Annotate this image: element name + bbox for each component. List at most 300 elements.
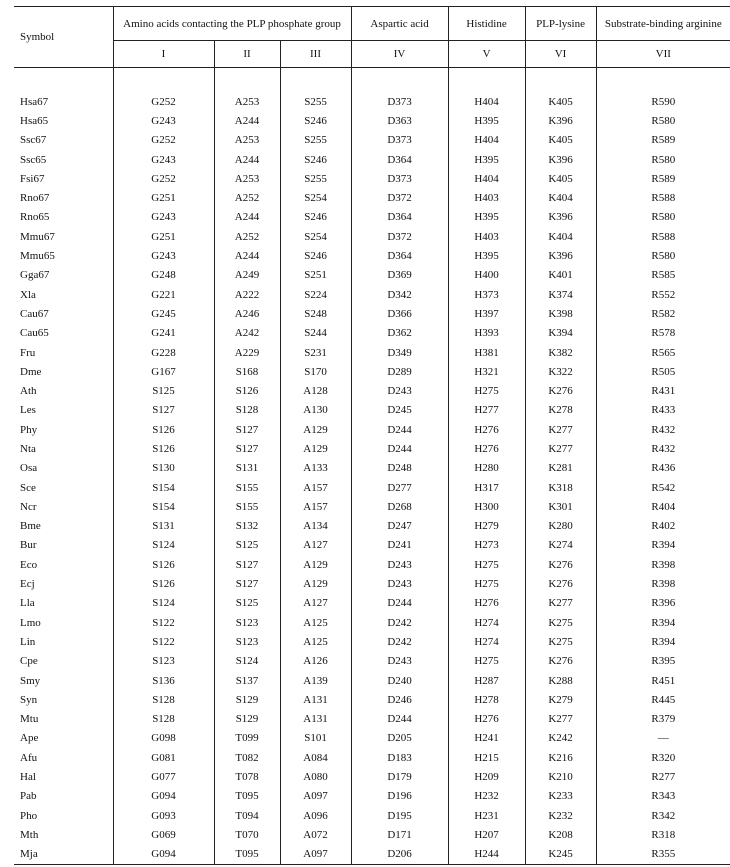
phosphate-res-II: A253 bbox=[214, 131, 280, 150]
symbol-cell: Ncr bbox=[20, 500, 37, 513]
aspartic-cell: D195 bbox=[351, 806, 448, 825]
symbol-cell: Mth bbox=[20, 828, 39, 841]
phosphate-res-II: S155 bbox=[214, 478, 280, 497]
aspartic-cell: D245 bbox=[351, 401, 448, 420]
symbol-cell: Hsa65 bbox=[20, 114, 49, 127]
table-row bbox=[14, 497, 730, 516]
phosphate-res-II: A252 bbox=[214, 227, 280, 246]
lysine-cell: K277 bbox=[525, 439, 596, 458]
aspartic-cell: D179 bbox=[351, 767, 448, 786]
phosphate-res-I: S130 bbox=[113, 459, 214, 478]
aspartic-cell: D242 bbox=[351, 632, 448, 651]
arginine-cell: R588 bbox=[596, 227, 730, 246]
histidine-cell: H275 bbox=[448, 381, 525, 400]
phosphate-res-III: S231 bbox=[280, 343, 351, 362]
phosphate-res-II: A244 bbox=[214, 208, 280, 227]
phosphate-res-III: A134 bbox=[280, 517, 351, 536]
lysine-cell: K382 bbox=[525, 343, 596, 362]
symbol-cell: Lla bbox=[20, 597, 35, 610]
lysine-cell: K396 bbox=[525, 246, 596, 265]
aspartic-cell: D373 bbox=[351, 92, 448, 111]
symbol-cell: Syn bbox=[20, 693, 38, 706]
lysine-cell: K301 bbox=[525, 497, 596, 516]
lysine-cell: K396 bbox=[525, 111, 596, 130]
table-row bbox=[14, 343, 730, 362]
symbol-cell: Ath bbox=[20, 385, 37, 398]
phosphate-res-I: G081 bbox=[113, 748, 214, 767]
phosphate-res-III: A126 bbox=[280, 652, 351, 671]
phosphate-res-III: A084 bbox=[280, 748, 351, 767]
phosphate-res-I: S126 bbox=[113, 555, 214, 574]
symbol-cell: Ssc65 bbox=[20, 153, 47, 166]
phosphate-res-II: T099 bbox=[214, 729, 280, 748]
aspartic-cell: D362 bbox=[351, 324, 448, 343]
arginine-cell: R402 bbox=[596, 517, 730, 536]
phosphate-res-II: A244 bbox=[214, 150, 280, 169]
table-row bbox=[14, 478, 730, 497]
aspartic-cell: D363 bbox=[351, 111, 448, 130]
aspartic-cell: D372 bbox=[351, 188, 448, 207]
phosphate-res-I: S126 bbox=[113, 420, 214, 439]
table-row bbox=[14, 555, 730, 574]
histidine-cell: H400 bbox=[448, 266, 525, 285]
phosphate-res-III: A096 bbox=[280, 806, 351, 825]
phosphate-res-III: A127 bbox=[280, 594, 351, 613]
arginine-cell: R445 bbox=[596, 690, 730, 709]
aspartic-cell: D289 bbox=[351, 362, 448, 381]
phosphate-res-I: G098 bbox=[113, 729, 214, 748]
phosphate-res-I: S127 bbox=[113, 401, 214, 420]
symbol-cell: Sce bbox=[20, 481, 36, 494]
arginine-cell: R565 bbox=[596, 343, 730, 362]
arginine-cell: R432 bbox=[596, 439, 730, 458]
phosphate-res-II: S129 bbox=[214, 710, 280, 729]
header-plp-lysine: PLP-lysine bbox=[525, 7, 596, 41]
histidine-cell: H273 bbox=[448, 536, 525, 555]
phosphate-res-III: S255 bbox=[280, 169, 351, 188]
histidine-cell: H395 bbox=[448, 150, 525, 169]
phosphate-res-I: G228 bbox=[113, 343, 214, 362]
phosphate-res-II: S125 bbox=[214, 536, 280, 555]
aspartic-cell: D349 bbox=[351, 343, 448, 362]
arginine-cell: R396 bbox=[596, 594, 730, 613]
lysine-cell: K404 bbox=[525, 188, 596, 207]
phosphate-res-III: A139 bbox=[280, 671, 351, 690]
lysine-cell: K318 bbox=[525, 478, 596, 497]
table-row bbox=[14, 285, 730, 304]
table-row bbox=[14, 188, 730, 207]
phosphate-res-II: S127 bbox=[214, 420, 280, 439]
histidine-cell: H275 bbox=[448, 574, 525, 593]
aspartic-cell: D366 bbox=[351, 304, 448, 323]
aspartic-cell: D183 bbox=[351, 748, 448, 767]
table-row bbox=[14, 246, 730, 265]
phosphate-res-II: T095 bbox=[214, 787, 280, 806]
lysine-cell: K274 bbox=[525, 536, 596, 555]
histidine-cell: H276 bbox=[448, 420, 525, 439]
header-substrate-arginine: Substrate-binding arginine bbox=[596, 7, 730, 41]
phosphate-res-II: S129 bbox=[214, 690, 280, 709]
phosphate-res-I: G252 bbox=[113, 169, 214, 188]
arginine-cell: R578 bbox=[596, 324, 730, 343]
histidine-cell: H232 bbox=[448, 787, 525, 806]
phosphate-res-I: G094 bbox=[113, 787, 214, 806]
phosphate-res-II: S126 bbox=[214, 381, 280, 400]
symbol-cell: Pab bbox=[20, 790, 37, 803]
table-row bbox=[14, 690, 730, 709]
aspartic-cell: D369 bbox=[351, 266, 448, 285]
phosphate-res-II: S137 bbox=[214, 671, 280, 690]
subheader-VII: VII bbox=[596, 41, 730, 68]
arginine-cell: R318 bbox=[596, 825, 730, 844]
histidine-cell: H276 bbox=[448, 594, 525, 613]
histidine-cell: H403 bbox=[448, 227, 525, 246]
phosphate-res-III: S246 bbox=[280, 150, 351, 169]
table-row bbox=[14, 420, 730, 439]
phosphate-res-II: S123 bbox=[214, 632, 280, 651]
histidine-cell: H381 bbox=[448, 343, 525, 362]
table-row bbox=[14, 806, 730, 825]
phosphate-res-II: T070 bbox=[214, 825, 280, 844]
lysine-cell: K277 bbox=[525, 710, 596, 729]
phosphate-res-II: S168 bbox=[214, 362, 280, 381]
table-row bbox=[14, 459, 730, 478]
aspartic-cell: D364 bbox=[351, 246, 448, 265]
table-row bbox=[14, 304, 730, 323]
lysine-cell: K401 bbox=[525, 266, 596, 285]
table-row bbox=[14, 150, 730, 169]
histidine-cell: H373 bbox=[448, 285, 525, 304]
symbol-cell: Dme bbox=[20, 365, 42, 378]
aspartic-cell: D244 bbox=[351, 710, 448, 729]
table-row bbox=[14, 111, 730, 130]
symbol-cell: Bme bbox=[20, 520, 41, 533]
table-row bbox=[14, 401, 730, 420]
arginine-cell: R542 bbox=[596, 478, 730, 497]
lysine-cell: K232 bbox=[525, 806, 596, 825]
histidine-cell: H287 bbox=[448, 671, 525, 690]
phosphate-res-III: S255 bbox=[280, 131, 351, 150]
phosphate-res-I: S131 bbox=[113, 517, 214, 536]
aspartic-cell: D241 bbox=[351, 536, 448, 555]
arginine-cell: R277 bbox=[596, 767, 730, 786]
lysine-cell: K277 bbox=[525, 420, 596, 439]
phosphate-res-III: S246 bbox=[280, 246, 351, 265]
phosphate-res-I: G243 bbox=[113, 150, 214, 169]
arginine-cell: R580 bbox=[596, 150, 730, 169]
aspartic-cell: D342 bbox=[351, 285, 448, 304]
lysine-cell: K396 bbox=[525, 208, 596, 227]
arginine-cell: R505 bbox=[596, 362, 730, 381]
symbol-cell: Rno65 bbox=[20, 211, 50, 224]
spacer-row bbox=[14, 68, 730, 93]
subheader-I: I bbox=[113, 41, 214, 68]
lysine-cell: K398 bbox=[525, 304, 596, 323]
subheader-V: V bbox=[448, 41, 525, 68]
table-row bbox=[14, 92, 730, 111]
aspartic-cell: D246 bbox=[351, 690, 448, 709]
arginine-cell: — bbox=[596, 729, 730, 748]
lysine-cell: K208 bbox=[525, 825, 596, 844]
histidine-cell: H215 bbox=[448, 748, 525, 767]
lysine-cell: K405 bbox=[525, 169, 596, 188]
lysine-cell: K405 bbox=[525, 131, 596, 150]
phosphate-res-I: G069 bbox=[113, 825, 214, 844]
phosphate-res-II: A246 bbox=[214, 304, 280, 323]
histidine-cell: H207 bbox=[448, 825, 525, 844]
aspartic-cell: D243 bbox=[351, 652, 448, 671]
phosphate-res-I: G248 bbox=[113, 266, 214, 285]
table-row bbox=[14, 671, 730, 690]
table-row bbox=[14, 169, 730, 188]
arginine-cell: R394 bbox=[596, 632, 730, 651]
phosphate-res-I: G245 bbox=[113, 304, 214, 323]
table-row bbox=[14, 845, 730, 865]
lysine-cell: K245 bbox=[525, 845, 596, 865]
phosphate-res-I: G093 bbox=[113, 806, 214, 825]
phosphate-res-I: S122 bbox=[113, 632, 214, 651]
symbol-cell: Mmu67 bbox=[20, 230, 55, 243]
arginine-cell: R394 bbox=[596, 613, 730, 632]
aspartic-cell: D196 bbox=[351, 787, 448, 806]
aspartic-cell: D244 bbox=[351, 420, 448, 439]
symbol-cell: Eco bbox=[20, 558, 38, 571]
phosphate-res-I: G221 bbox=[113, 285, 214, 304]
histidine-cell: H397 bbox=[448, 304, 525, 323]
phosphate-res-III: A129 bbox=[280, 574, 351, 593]
table-row bbox=[14, 536, 730, 555]
table-row bbox=[14, 613, 730, 632]
phosphate-res-II: A242 bbox=[214, 324, 280, 343]
phosphate-res-I: S154 bbox=[113, 497, 214, 516]
lysine-cell: K216 bbox=[525, 748, 596, 767]
arginine-cell: R404 bbox=[596, 497, 730, 516]
table-row bbox=[14, 632, 730, 651]
residue-table bbox=[14, 6, 730, 865]
lysine-cell: K396 bbox=[525, 150, 596, 169]
phosphate-res-II: S127 bbox=[214, 574, 280, 593]
aspartic-cell: D248 bbox=[351, 459, 448, 478]
table-row bbox=[14, 227, 730, 246]
arginine-cell: R379 bbox=[596, 710, 730, 729]
phosphate-res-III: S248 bbox=[280, 304, 351, 323]
phosphate-res-III: S246 bbox=[280, 111, 351, 130]
arginine-cell: R432 bbox=[596, 420, 730, 439]
phosphate-res-III: A072 bbox=[280, 825, 351, 844]
phosphate-res-II: S127 bbox=[214, 439, 280, 458]
symbol-cell: Cpe bbox=[20, 655, 38, 668]
histidine-cell: H403 bbox=[448, 188, 525, 207]
phosphate-res-III: A097 bbox=[280, 845, 351, 865]
histidine-cell: H276 bbox=[448, 710, 525, 729]
arginine-cell: R580 bbox=[596, 111, 730, 130]
phosphate-res-I: G241 bbox=[113, 324, 214, 343]
aspartic-cell: D171 bbox=[351, 825, 448, 844]
lysine-cell: K279 bbox=[525, 690, 596, 709]
symbol-cell: Cau67 bbox=[20, 307, 49, 320]
histidine-cell: H241 bbox=[448, 729, 525, 748]
arginine-cell: R431 bbox=[596, 381, 730, 400]
phosphate-res-I: G077 bbox=[113, 767, 214, 786]
aspartic-cell: D243 bbox=[351, 555, 448, 574]
phosphate-res-II: A252 bbox=[214, 188, 280, 207]
phosphate-res-III: S224 bbox=[280, 285, 351, 304]
table-row bbox=[14, 729, 730, 748]
histidine-cell: H300 bbox=[448, 497, 525, 516]
arginine-cell: R585 bbox=[596, 266, 730, 285]
subheader-II: II bbox=[214, 41, 280, 68]
phosphate-res-II: A244 bbox=[214, 111, 280, 130]
symbol-cell: Mja bbox=[14, 845, 113, 865]
table-row bbox=[14, 574, 730, 593]
histidine-cell: H209 bbox=[448, 767, 525, 786]
phosphate-res-I: S128 bbox=[113, 690, 214, 709]
symbol-cell: Rno67 bbox=[20, 192, 50, 205]
phosphate-res-II: A253 bbox=[214, 92, 280, 111]
symbol-cell: Hsa67 bbox=[20, 95, 49, 108]
header-histidine: Histidine bbox=[448, 7, 525, 41]
phosphate-res-I: S136 bbox=[113, 671, 214, 690]
phosphate-res-III: S251 bbox=[280, 266, 351, 285]
phosphate-res-I: G094 bbox=[113, 845, 214, 865]
table-row bbox=[14, 208, 730, 227]
lysine-cell: K276 bbox=[525, 652, 596, 671]
table-row bbox=[14, 710, 730, 729]
lysine-cell: K405 bbox=[525, 92, 596, 111]
phosphate-res-III: A129 bbox=[280, 439, 351, 458]
subheader-III: III bbox=[280, 41, 351, 68]
aspartic-cell: D373 bbox=[351, 131, 448, 150]
table-row bbox=[14, 787, 730, 806]
phosphate-res-II: A253 bbox=[214, 169, 280, 188]
lysine-cell: K288 bbox=[525, 671, 596, 690]
phosphate-res-III: A080 bbox=[280, 767, 351, 786]
phosphate-res-II: T078 bbox=[214, 767, 280, 786]
histidine-cell: H244 bbox=[448, 845, 525, 865]
histidine-cell: H275 bbox=[448, 555, 525, 574]
lysine-cell: K276 bbox=[525, 555, 596, 574]
phosphate-res-II: S132 bbox=[214, 517, 280, 536]
phosphate-res-III: S244 bbox=[280, 324, 351, 343]
phosphate-res-II: A249 bbox=[214, 266, 280, 285]
phosphate-res-III: A128 bbox=[280, 381, 351, 400]
phosphate-res-III: S254 bbox=[280, 188, 351, 207]
symbol-cell: Smy bbox=[20, 674, 41, 687]
arginine-cell: R589 bbox=[596, 131, 730, 150]
subheader-VI: VI bbox=[525, 41, 596, 68]
symbol-cell: Lmo bbox=[20, 616, 41, 629]
histidine-cell: H395 bbox=[448, 111, 525, 130]
symbol-cell: Mmu65 bbox=[20, 250, 55, 263]
table-row bbox=[14, 652, 730, 671]
arginine-cell: R394 bbox=[596, 536, 730, 555]
aspartic-cell: D242 bbox=[351, 613, 448, 632]
symbol-cell: Fsi67 bbox=[20, 172, 45, 185]
lysine-cell: K210 bbox=[525, 767, 596, 786]
symbol-cell: Afu bbox=[20, 751, 38, 764]
table-row bbox=[14, 594, 730, 613]
symbol-cell: Pho bbox=[20, 809, 38, 822]
phosphate-res-II: S124 bbox=[214, 652, 280, 671]
lysine-cell: K278 bbox=[525, 401, 596, 420]
phosphate-res-I: G243 bbox=[113, 246, 214, 265]
phosphate-res-I: S124 bbox=[113, 536, 214, 555]
table-row bbox=[14, 324, 730, 343]
phosphate-res-III: A131 bbox=[280, 710, 351, 729]
phosphate-res-II: S125 bbox=[214, 594, 280, 613]
table-row bbox=[14, 381, 730, 400]
phosphate-res-I: G167 bbox=[113, 362, 214, 381]
phosphate-res-II: A222 bbox=[214, 285, 280, 304]
table-body bbox=[14, 68, 730, 865]
phosphate-res-III: A131 bbox=[280, 690, 351, 709]
phosphate-res-I: S126 bbox=[113, 439, 214, 458]
table-row bbox=[14, 131, 730, 150]
phosphate-res-III: A133 bbox=[280, 459, 351, 478]
arginine-cell: R395 bbox=[596, 652, 730, 671]
phosphate-res-III: A125 bbox=[280, 613, 351, 632]
phosphate-res-III: A129 bbox=[280, 555, 351, 574]
arginine-cell: R552 bbox=[596, 285, 730, 304]
histidine-cell: H404 bbox=[448, 92, 525, 111]
arginine-cell: R589 bbox=[596, 169, 730, 188]
symbol-cell: Xla bbox=[20, 288, 36, 301]
histidine-cell: H274 bbox=[448, 632, 525, 651]
arginine-cell: R343 bbox=[596, 787, 730, 806]
phosphate-res-I: S122 bbox=[113, 613, 214, 632]
phosphate-res-I: G252 bbox=[113, 131, 214, 150]
phosphate-res-III: S254 bbox=[280, 227, 351, 246]
phosphate-res-II: T094 bbox=[214, 806, 280, 825]
histidine-cell: H404 bbox=[448, 169, 525, 188]
arginine-cell: R588 bbox=[596, 188, 730, 207]
phosphate-res-II: S155 bbox=[214, 497, 280, 516]
histidine-cell: H317 bbox=[448, 478, 525, 497]
symbol-cell: Ecj bbox=[20, 578, 35, 591]
aspartic-cell: D205 bbox=[351, 729, 448, 748]
lysine-cell: K276 bbox=[525, 381, 596, 400]
lysine-cell: K322 bbox=[525, 362, 596, 381]
lysine-cell: K374 bbox=[525, 285, 596, 304]
histidine-cell: H277 bbox=[448, 401, 525, 420]
phosphate-res-I: S123 bbox=[113, 652, 214, 671]
phosphate-res-II: S123 bbox=[214, 613, 280, 632]
header-amino-acids-phosphate: Amino acids contacting the PLP phosphate group bbox=[113, 7, 351, 41]
arginine-cell: R320 bbox=[596, 748, 730, 767]
phosphate-res-II: T095 bbox=[214, 845, 280, 865]
lysine-cell: K277 bbox=[525, 594, 596, 613]
phosphate-res-III: A127 bbox=[280, 536, 351, 555]
phosphate-res-I: S154 bbox=[113, 478, 214, 497]
phosphate-res-III: S255 bbox=[280, 92, 351, 111]
phosphate-res-II: A229 bbox=[214, 343, 280, 362]
phosphate-res-II: T082 bbox=[214, 748, 280, 767]
aspartic-cell: D244 bbox=[351, 439, 448, 458]
phosphate-res-I: G243 bbox=[113, 208, 214, 227]
arginine-cell: R590 bbox=[596, 92, 730, 111]
table-row bbox=[14, 748, 730, 767]
subheader-IV: IV bbox=[351, 41, 448, 68]
lysine-cell: K242 bbox=[525, 729, 596, 748]
histidine-cell: H279 bbox=[448, 517, 525, 536]
phosphate-res-I: G252 bbox=[113, 92, 214, 111]
histidine-cell: H278 bbox=[448, 690, 525, 709]
arginine-cell: R451 bbox=[596, 671, 730, 690]
lysine-cell: K233 bbox=[525, 787, 596, 806]
phosphate-res-II: S128 bbox=[214, 401, 280, 420]
lysine-cell: K275 bbox=[525, 613, 596, 632]
aspartic-cell: D277 bbox=[351, 478, 448, 497]
